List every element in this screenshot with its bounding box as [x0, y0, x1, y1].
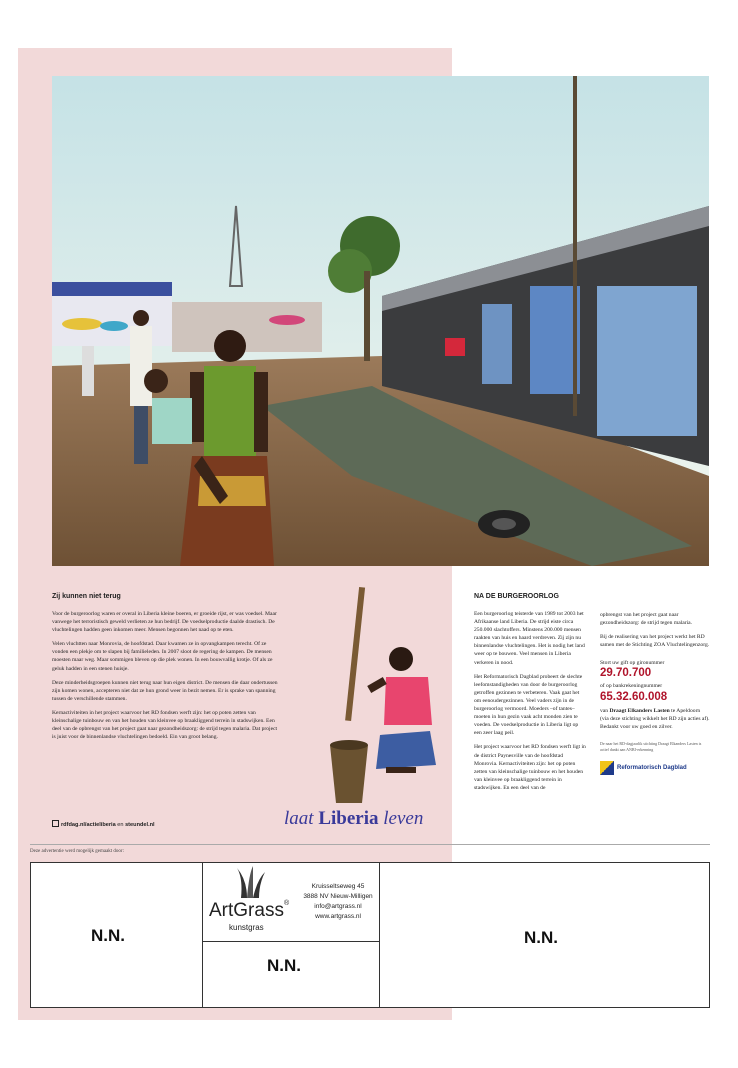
artgrass-sub: kunstgras — [229, 923, 264, 932]
sponsor-note: Deze advertentie werd mogelijk gemaakt door: — [30, 849, 124, 854]
recipient-rest: te Apeldoorn (via deze stichting wikkelt het RD zijn acties af). Bedankt voor uw goed en zilver. — [600, 707, 710, 730]
right-paragraph-1: Een burgeroorlog teisterde van 1989 tot 2003 het Afrikaanse land Liberia. De strijd eiste circa 250.000 slachtoffers. Minstens 200.000 mensen raakten van huis en haard verdreven. Zij zijn nu binnenlandse vluchtelingen. Het is nodig het land weer op te bouwen. Veel mensen in Liberia verkeren in nood. — [474, 611, 585, 666]
artgrass-address-1: Kruisseltseweg 45 — [311, 883, 365, 890]
fine-print: De naar het RD-dagjaarlik stichting Draagt Elkanders Lasten is actief dankt aan ANBI-erkenning — [600, 740, 702, 752]
slogan-part-1: laat — [284, 808, 319, 829]
slogan-part-2: leven — [378, 808, 424, 829]
left-paragraph-1: Voor de burgeroorlog waren er overal in Liberia kleine boeren, er groeide rijst, er was voedsel. Maar vanwege het terroristisch geweld verlieten ze hun bedrijf. De voedselproductie daalde drastisch. De vluchtelingen hadden geen inkomen meer. Mensen begonnen het naad op te eten. — [52, 611, 277, 634]
artgrass-website[interactable]: www.artgrass.nl — [315, 913, 361, 920]
left-heading: Zij kunnen niet terug — [52, 593, 121, 600]
artgrass-reg: ® — [283, 900, 290, 907]
artgrass-email[interactable]: info@artgrass.nl — [314, 903, 362, 910]
rd-logo-icon — [600, 761, 614, 775]
link-actieliberia[interactable]: rdfdag.nl/actieliberia — [61, 822, 116, 828]
grass-icon — [231, 866, 271, 898]
sponsor-divider-3 — [202, 941, 379, 942]
right-paragraph-5: Bij de realisering van het project werkt het RD samen met de Stichting ZOA Vluchtelingenzorg. — [600, 634, 710, 649]
artgrass-logo — [207, 866, 297, 936]
right-paragraph-3: Het project waarvoor het RD fondsen werft ligt in de district Paynesville van de hoofdstad Monrovia. Kernactiviteiten zijn: het op poten zetten van kleinschalige tuinbouw en het houden van kleinvee op braakliggend terrein in stadswijken. En een deel van de — [474, 744, 586, 791]
artgrass-address-2: 3888 NV Nieuw-Milligen — [303, 893, 373, 900]
left-paragraph-2: Velen vluchtten naar Monrovia, de hoofdstad. Daar kwamen ze in opvangkampen terecht. Of ze vonden een plekje om te slapen bij familieleden. In 2007 sloot de regering de kampen. De mensen moesten maar weg. Maar sommigen bleven op die plek wonen. In een bouwvallig krotje. Of als ze geluk hadden in een stenen huisje. — [52, 641, 273, 672]
artgrass-name: ArtGrass — [209, 900, 284, 921]
right-paragraph-2: Het Reformatorisch Dagblad probeert de slechte leefomstandigheden van door de burgeroorlog getroffen gezinnen te verbeteren. Vaak gaat het om eenoudergezinnen. Veel vaders zijn in de burgeroorlog vermoord. Moeders –of tantes– moeten in hun gezin vaak acht monden zien te voeden. De voedselproductie in Liberia ligt op een zeer laag peil. — [474, 673, 583, 737]
sponsor-nn-right: N.N. — [524, 928, 558, 947]
giro-number: 29.70.700 — [600, 667, 652, 680]
slogan-liberia: Liberia — [318, 808, 379, 829]
sponsor-divider-1 — [202, 862, 203, 1007]
link-separator: en — [115, 822, 126, 828]
recipient-label: van — [600, 707, 610, 714]
bank-number: 65.32.60.008 — [600, 690, 668, 703]
right-paragraph-4: opbrengst van het project gaat naar gezondheidszorg: de strijd tegen malaria. — [600, 612, 693, 627]
rd-logo-text: Reformatorisch Dagblad — [617, 764, 687, 771]
right-heading: NA DE BURGEROORLOG — [474, 593, 559, 600]
sponsor-nn-left: N.N. — [91, 926, 125, 945]
rd-logo — [600, 761, 710, 775]
bank-label: of op bankrekeningnummer — [600, 683, 663, 690]
link-square-icon — [52, 820, 59, 827]
link-steundel[interactable]: steundel.nl — [125, 822, 155, 828]
giro-label: Stort uw gift op gironummer — [600, 660, 665, 667]
recipient — [600, 707, 710, 731]
slogan — [284, 808, 454, 830]
divider — [30, 844, 710, 845]
street-photo — [52, 76, 709, 566]
recipient-name: Draagt Elkanders Lasten — [609, 707, 670, 714]
girl-pounding-photo — [318, 585, 443, 807]
sponsor-divider-2 — [379, 862, 380, 1007]
left-paragraph-4: Kernactiviteiten in het project waarvoor het RD fondsen werft zijn: het op poten zetten van kleinschalige tuinbouw en van het houden van kleinvee op braakliggend terrein in stadswijken. Een deel van de opbrengst van het project gaat naar gezondheidszorg: de strijd tegen malaria. Dat project is juist voor de binnenlandse vluchtelingen bedoeld. Ein van groot belang. — [52, 709, 278, 741]
sponsor-nn-middle: N.N. — [267, 956, 301, 975]
left-paragraph-3: Deze minderheidsgroepen kunnen niet terug naar hun eigen district. De mensen die daar ondertussen zijn komen wonen, accepteren niet dat ze hun grond weer in bezit nemen. Er is sprake van spanning tussen de verschillende stammen. — [52, 679, 278, 702]
